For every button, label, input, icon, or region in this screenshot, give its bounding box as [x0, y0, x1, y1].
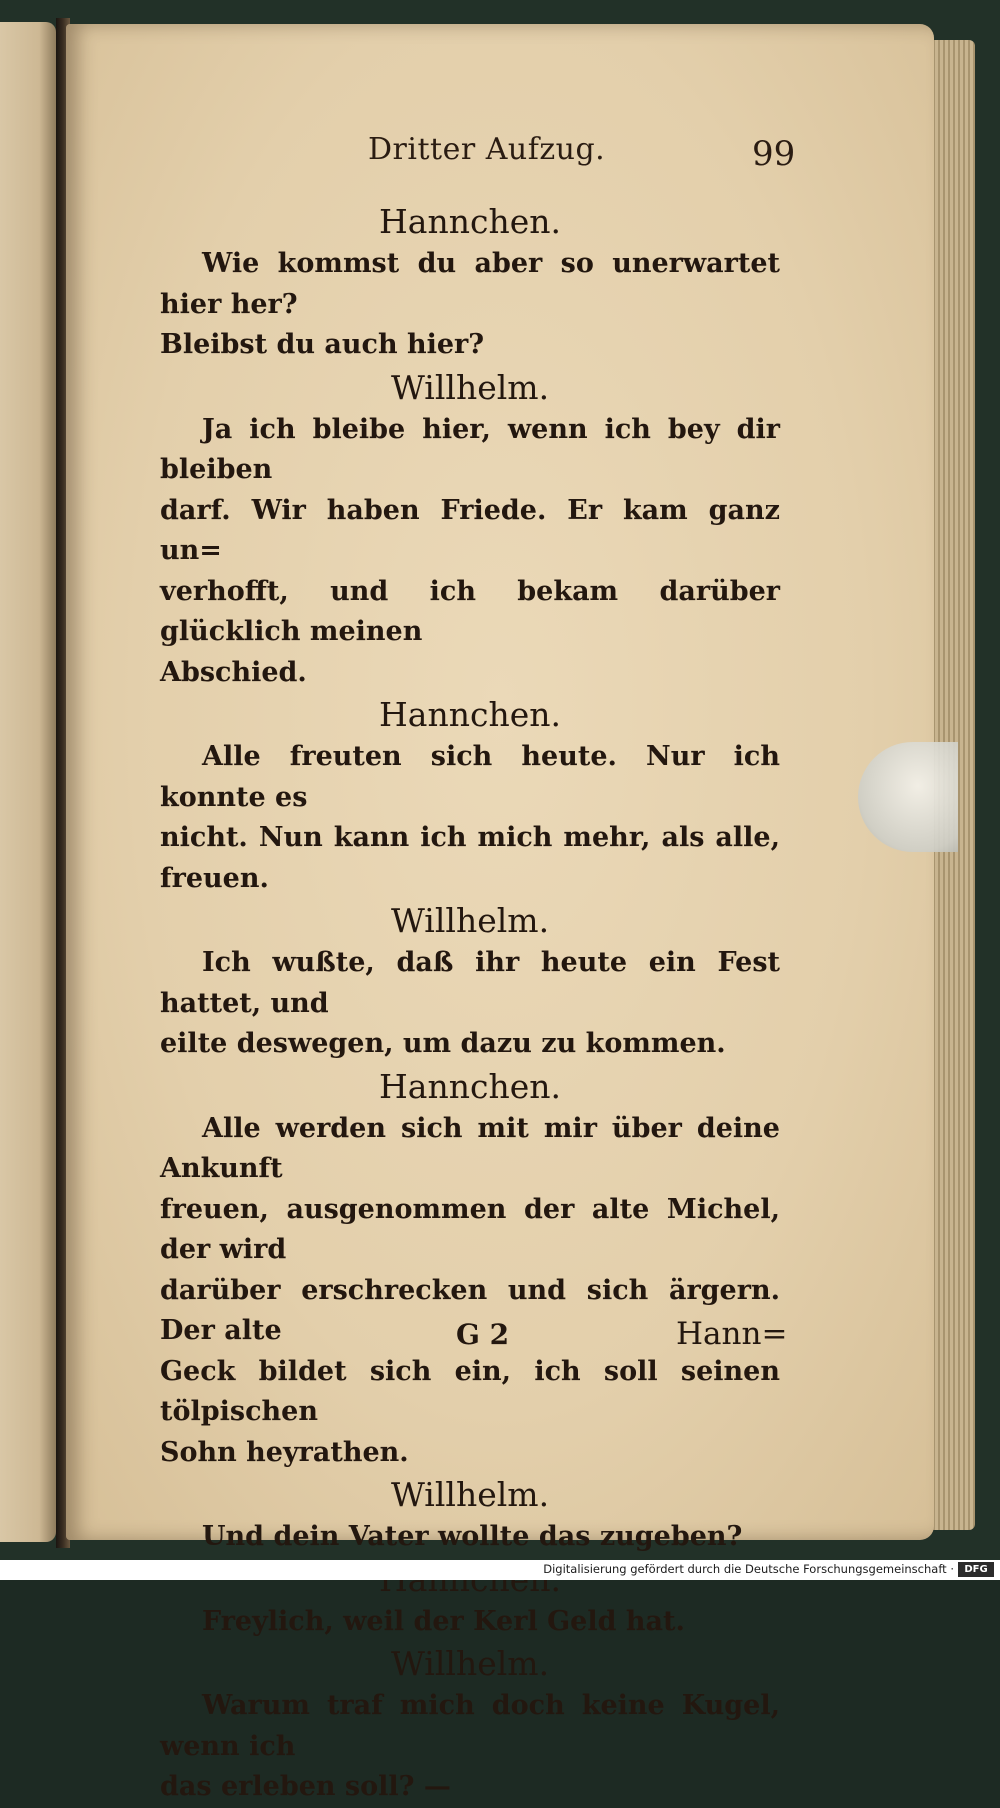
page-number: 99: [752, 134, 796, 174]
speech-line: das erleben soll? —: [160, 1771, 451, 1802]
speaker-name: Willhelm.: [390, 367, 550, 407]
speech-line: Freylich, weil der Kerl Geld hat.: [202, 1605, 685, 1637]
speech-line: Sohn heyrathen.: [160, 1436, 409, 1468]
speech-line: Alle freuten sich heute. Nur ich konnte es: [160, 741, 780, 813]
speech-line: nicht. Nun kann ich mich mehr, als alle, freuen.: [160, 822, 780, 894]
speech-line: freuen, ausgenommen der alte Michel, der wird: [160, 1193, 780, 1265]
catchword: Hann=: [676, 1316, 788, 1352]
speech-line: Alle werden sich mit mir über deine Ankunft: [160, 1112, 780, 1184]
speech-line: eilte deswegen, um dazu zu kommen.: [160, 1028, 726, 1059]
speech-line: Bleibst du auch hier?: [160, 329, 485, 360]
speech-line: darf. Wir haben Friede. Er kam ganz un=: [160, 494, 780, 566]
speech-line: Geck bildet sich ein, ich soll seinen tölpischen: [160, 1355, 780, 1427]
speaker-name: Hannchen.: [379, 695, 561, 734]
speech-line: Abschied.: [160, 656, 307, 688]
speech-line: Und dein Vater wollte das zugeben?: [202, 1521, 743, 1552]
signature-mark: G 2: [456, 1318, 510, 1351]
left-page-edge: [0, 22, 56, 1542]
speech-line: darüber erschrecken und sich ärgern. Der alte: [160, 1274, 780, 1346]
clip-marker: [858, 742, 958, 852]
speaker-name: Willhelm.: [390, 1644, 550, 1683]
speaker-name: Hannchen.: [379, 1066, 561, 1106]
speaker-name: Willhelm.: [390, 901, 550, 940]
dfg-logo: DFG: [958, 1562, 994, 1577]
speech-line: Ja ich bleibe hier, wenn ich bey dir bleiben: [160, 413, 780, 485]
speech-line: Warum traf mich doch keine Kugel, wenn ich: [160, 1690, 780, 1762]
speech-line: verhofft, und ich bekam darüber glücklich meinen: [160, 575, 780, 647]
speech-line: Ich wußte, daß ihr heute ein Fest hattet, und: [160, 947, 780, 1019]
speaker-name: Hannchen.: [379, 202, 561, 241]
speaker-name: Willhelm.: [390, 1475, 550, 1514]
speech-line: Wie kommst du aber so unerwartet hier her?: [160, 248, 780, 320]
running-title: Dritter Aufzug.: [368, 132, 606, 167]
funding-credit: Digitalisierung gefördert durch die Deutsche Forschungsgemeinschaft ·: [543, 1562, 954, 1576]
